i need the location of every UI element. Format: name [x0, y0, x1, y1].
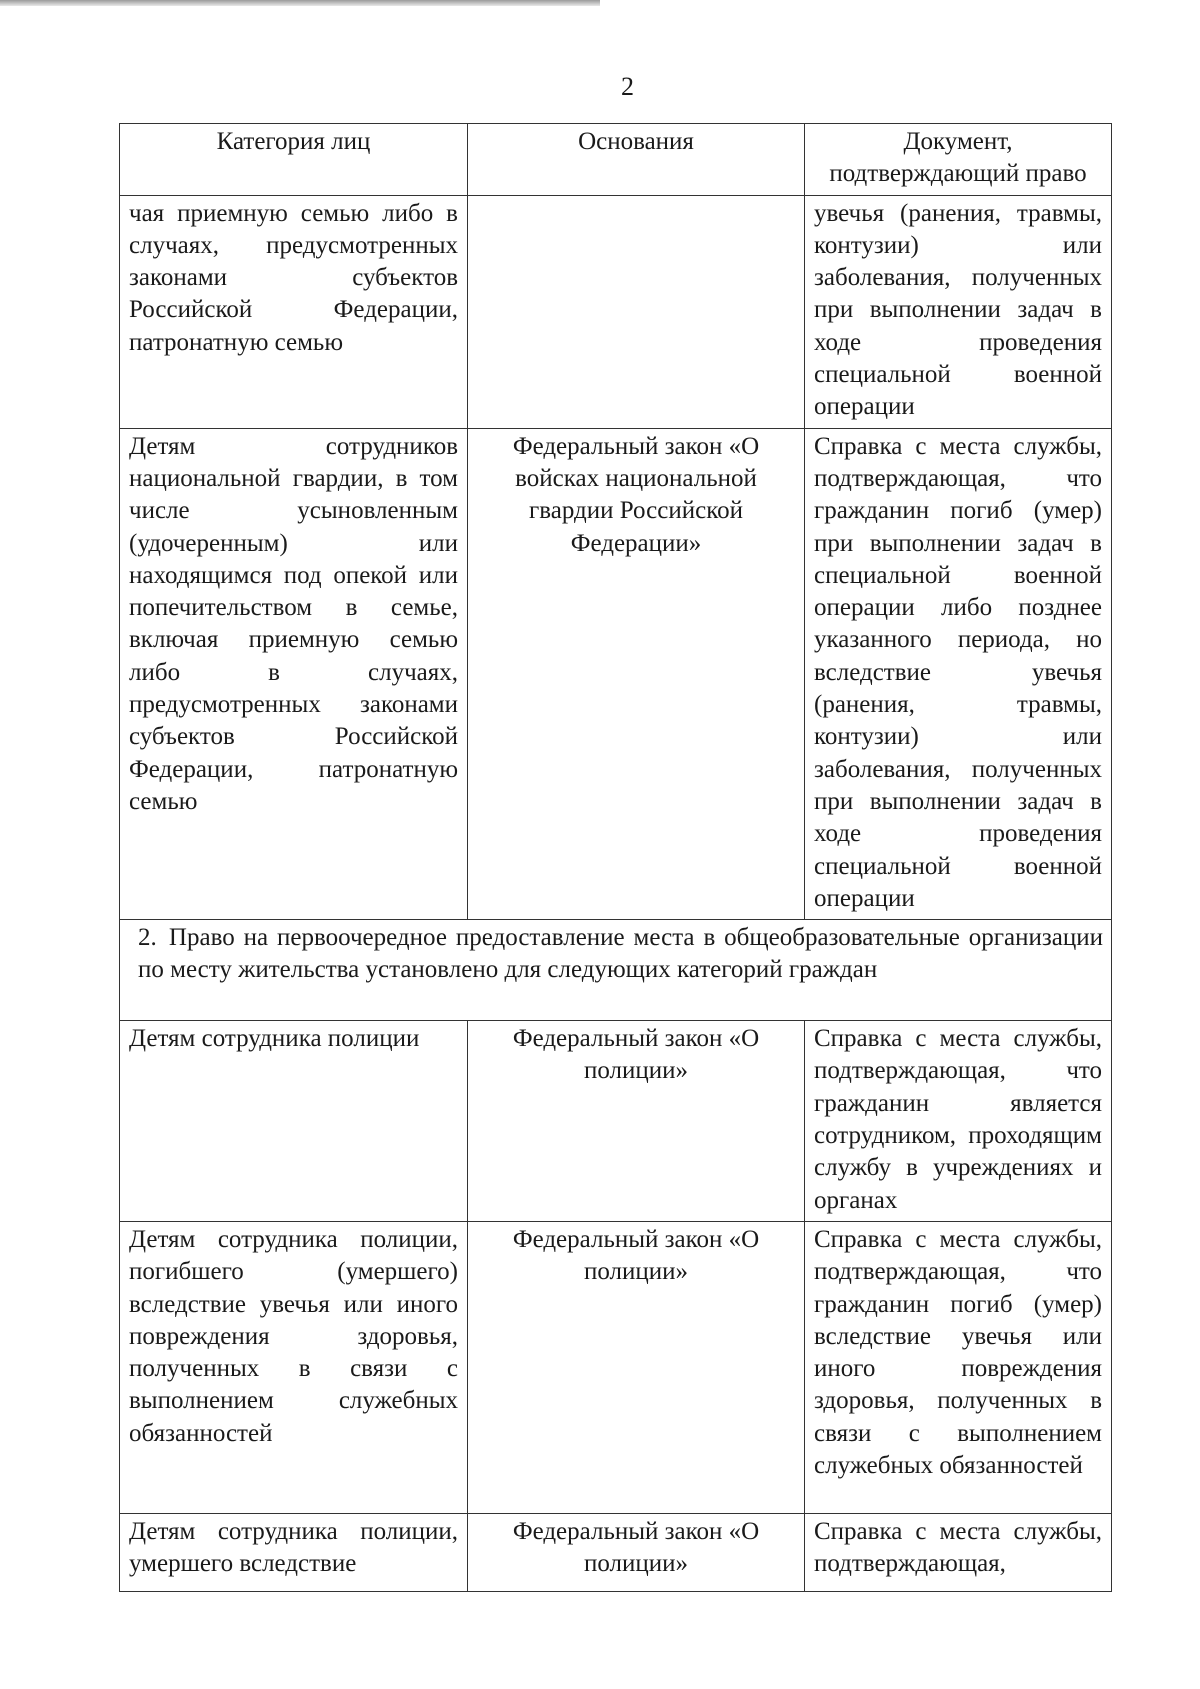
- cell-document: Справка с места службы, подтверждающая,: [805, 1513, 1112, 1591]
- cell-category: Детям сотрудника полиции: [120, 1021, 468, 1222]
- table-row: [120, 1021, 1112, 1222]
- cell-basis: Федеральный закон «О полиции»: [468, 1221, 805, 1513]
- cell-document: увечья (ранения, травмы, контузии) или заболевания, полученных при выполнении задач в ходе проведения специальной военной операции: [805, 195, 1112, 428]
- cell-document: Справка с места службы, подтверждающая, что гражданин является сотрудником, проходящим службу в учреждениях и органах: [805, 1021, 1112, 1222]
- cell-basis: Федеральный закон «О полиции»: [468, 1513, 805, 1591]
- categories-table: [119, 123, 1112, 1592]
- cell-basis: [468, 195, 805, 428]
- cell-category: Детям сотрудника полиции, погибшего (умершего) вследствие увечья или иного повреждения здоровья, полученных в связи с выполнением служебных обязанностей: [120, 1221, 468, 1513]
- header-document: Документ, подтверждающий право: [805, 124, 1112, 196]
- cell-category: Детям сотрудников национальной гвардии, в том числе усыновленным (удочеренным) или находящимся под опекой или попечительством в семье, включая приемную семью либо в случаях, предусмотренных законами субъектов Российской Федерации, патронатную семью: [120, 428, 468, 919]
- cell-document: Справка с места службы, подтверждающая, что гражданин погиб (умер) при выполнении задач в специальной военной операции либо позднее указанного периода, но вследствие увечья (ранения, травмы, контузии) или заболевания, полученных при выполнении задач в ходе проведения специальной военной операции: [805, 428, 1112, 919]
- table-row: [120, 195, 1112, 428]
- section-heading: [120, 920, 1112, 1021]
- header-basis: Основания: [468, 124, 805, 196]
- header-category: Категория лиц: [120, 124, 468, 196]
- cell-category: Детям сотрудника полиции, умершего вследствие: [120, 1513, 468, 1591]
- page-number: 2: [621, 72, 634, 101]
- section-row: [120, 920, 1112, 1021]
- scan-edge: [0, 0, 600, 6]
- table-row: [120, 1221, 1112, 1513]
- table-row: [120, 1513, 1112, 1591]
- cell-basis: Федеральный закон «О войсках национальной гвардии Российской Федерации»: [468, 428, 805, 919]
- cell-basis: Федеральный закон «О полиции»: [468, 1021, 805, 1222]
- section-number: 2.: [138, 924, 157, 952]
- table-header-row: [120, 124, 1112, 196]
- cell-category: чая приемную семью либо в случаях, предусмотренных законами субъектов Российской Федерации, патронатную семью: [120, 195, 468, 428]
- section-text: Право на первоочередное предоставление места в общеобразовательные организации по месту жительства установлено для следующих категорий граждан: [138, 924, 1104, 984]
- table-row: [120, 428, 1112, 919]
- cell-document: Справка с места службы, подтверждающая, что гражданин погиб (умер) вследствие увечья или иного повреждения здоровья, полученных в связи с выполнением служебных обязанностей: [805, 1221, 1112, 1513]
